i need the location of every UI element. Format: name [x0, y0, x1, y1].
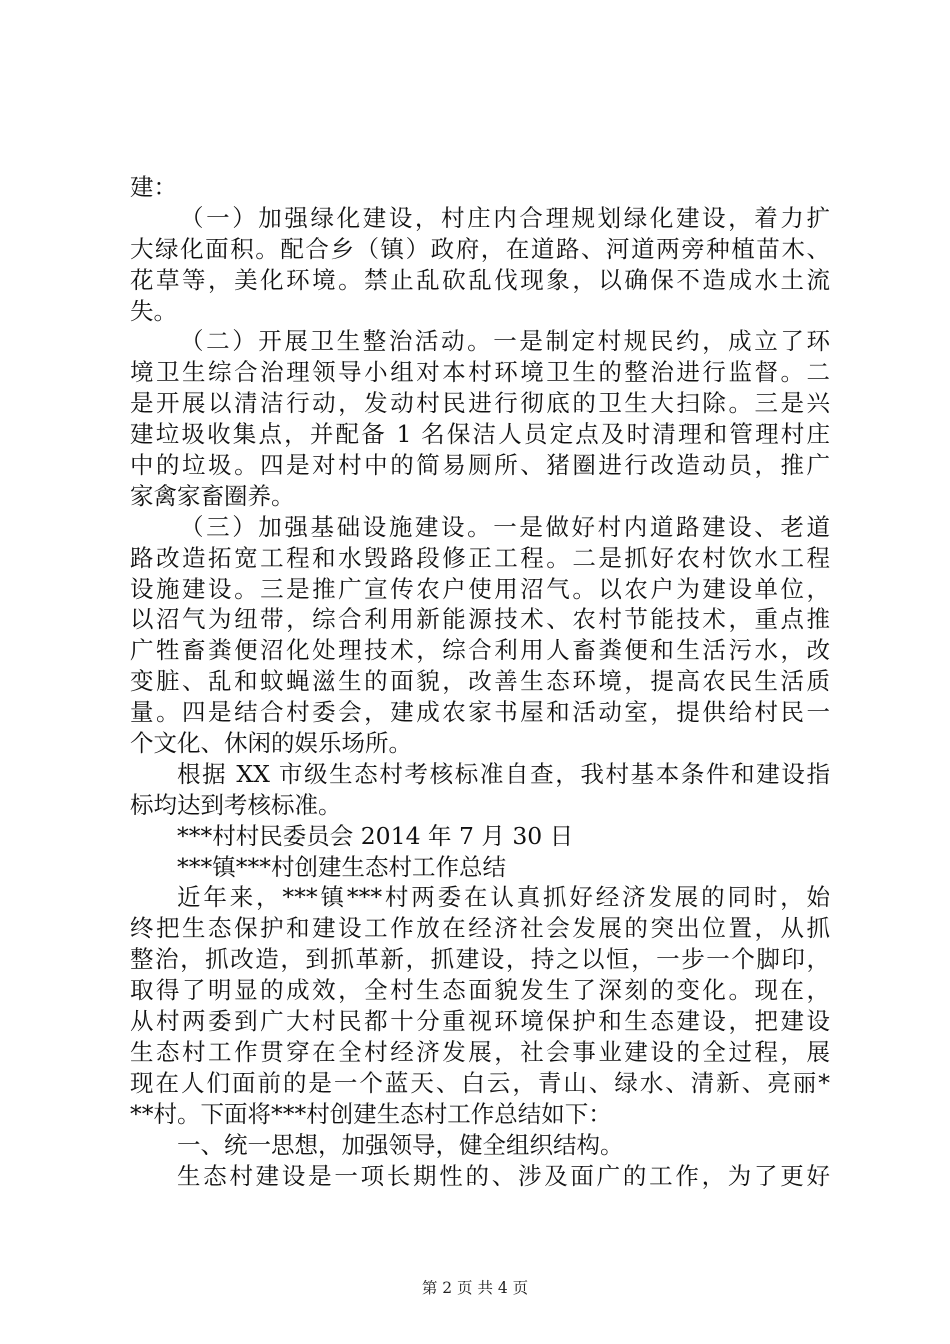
paragraph-line: 个文化、休闲的娱乐场所。 [130, 729, 412, 758]
document-body [130, 172, 830, 1191]
paragraph-line: 是开展以清洁行动，发动村民进行彻底的卫生大扫除。三是兴 [130, 389, 830, 418]
paragraph-line: 以沼气为纽带，综合利用新能源技术、农村节能技术，重点推 [130, 605, 830, 634]
signature-line: ***村村民委员会 2014 年 7 月 30 日 [177, 821, 574, 850]
paragraph-line: 量。四是结合村委会，建成农家书屋和活动室，提供给村民一 [130, 698, 830, 727]
paragraph-line: 现在人们面前的是一个蓝天、白云，青山、绿水、清新、亮丽* [130, 1068, 830, 1097]
paragraph-line: 家禽家畜圈养。 [130, 481, 295, 510]
section-title: ***镇***村创建生态村工作总结 [177, 852, 506, 881]
paragraph-line: （一）加强绿化建设，村庄内合理规划绿化建设，着力扩 [180, 203, 830, 232]
paragraph-line: **村。下面将***村创建生态村工作总结如下： [130, 1099, 612, 1128]
paragraph-line: 整治，抓改造，到抓革新，抓建设，持之以恒，一步一个脚印， [130, 945, 830, 974]
paragraph-line: 建垃圾收集点，并配备 1 名保洁人员定点及时清理和管理村庄 [130, 420, 830, 449]
paragraph-line: 中的垃圾。四是对村中的简易厕所、猪圈进行改造动员，推广 [130, 451, 830, 480]
paragraph-line: （三）加强基础设施建设。一是做好村内道路建设、老道 [180, 512, 830, 541]
paragraph-line: 设施建设。三是推广宣传农户使用沼气。以农户为建设单位， [130, 574, 830, 603]
paragraph-line: 近年来，***镇***村两委在认真抓好经济发展的同时，始 [177, 883, 830, 912]
paragraph-line: 变脏、乱和蚊蝇滋生的面貌，改善生态环境，提高农民生活质 [130, 667, 830, 696]
paragraph-line: 花草等，美化环境。禁止乱砍乱伐现象，以确保不造成水土流 [130, 265, 830, 294]
paragraph-line: 大绿化面积。配合乡（镇）政府，在道路、河道两旁种植苗木、 [130, 234, 830, 263]
paragraph-line: 广牲畜粪便沼化处理技术，综合利用人畜粪便和生活污水，改 [130, 636, 830, 665]
paragraph-line: 生态村建设是一项长期性的、涉及面广的工作，为了更好 [177, 1161, 830, 1190]
paragraph-line: 生态村工作贯穿在全村经济发展，社会事业建设的全过程，展 [130, 1037, 830, 1066]
paragraph-line: 根据 XX 市级生态村考核标准自查，我村基本条件和建设指 [177, 759, 830, 788]
paragraph-line: （二）开展卫生整治活动。一是制定村规民约，成立了环 [180, 327, 830, 356]
paragraph-line: 标均达到考核标准。 [130, 790, 342, 819]
page-number-footer: 第 2 页 共 4 页 [421, 1279, 529, 1297]
paragraph-line: 失。 [130, 296, 177, 325]
paragraph-line: 终把生态保护和建设工作放在经济社会发展的突出位置，从抓 [130, 914, 830, 943]
section-heading: 一、统一思想，加强领导，健全组织结构。 [177, 1130, 624, 1159]
paragraph-line: 取得了明显的成效，全村生态面貌发生了深刻的变化。现在， [130, 976, 830, 1005]
paragraph-line: 建： [130, 173, 177, 201]
paragraph-line: 路改造拓宽工程和水毁路段修正工程。二是抓好农村饮水工程 [130, 543, 830, 572]
paragraph-line: 从村两委到广大村民都十分重视环境保护和生态建设，把建设 [130, 1007, 830, 1036]
paragraph-line: 境卫生综合治理领导小组对本村环境卫生的整治进行监督。二 [130, 358, 830, 387]
